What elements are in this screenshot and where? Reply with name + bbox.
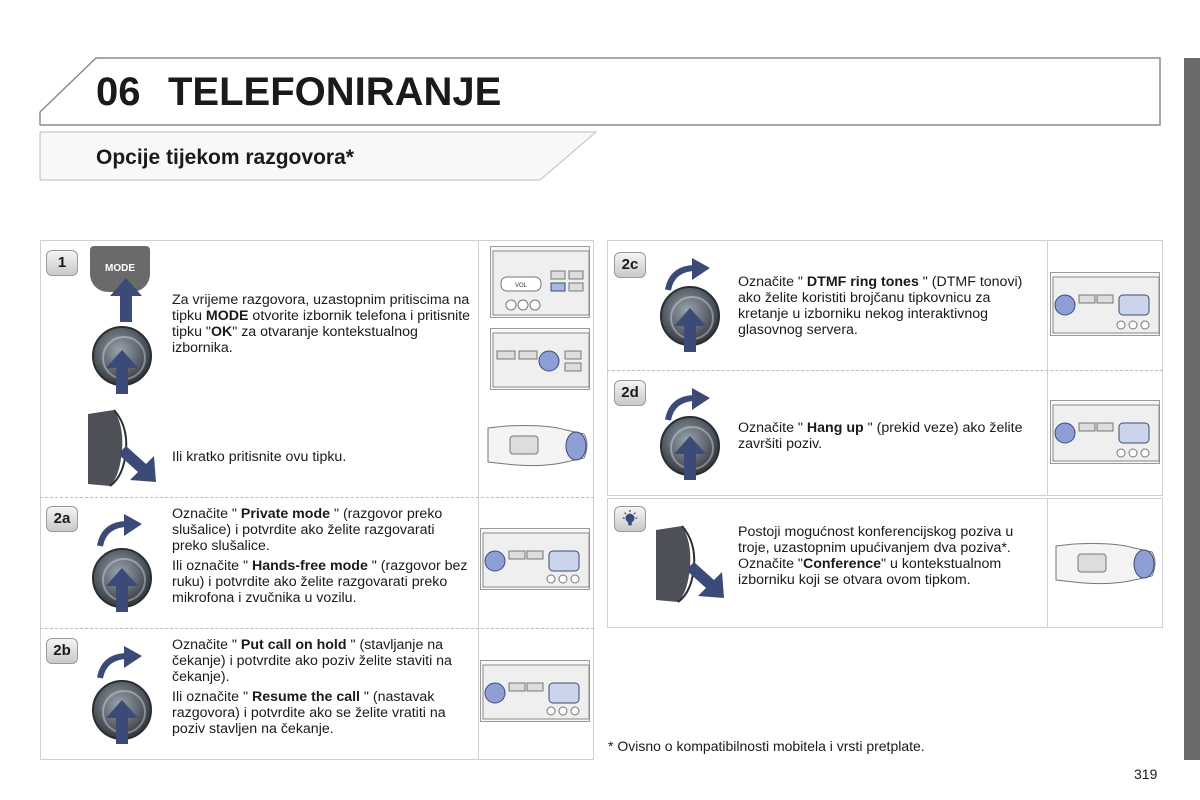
arrow-up-icon <box>104 568 140 612</box>
step-2b-text: Označite " Put call on hold " (stavljanje na čekanje) i potvrdite ako poziv želite staviti na čekanje). Ili označite " Resume the call " (nastavak razgovora) i potvrdite ako se želite vratiti na poziv stavljen na čekanje. <box>172 637 452 737</box>
svg-text:VOL: VOL <box>515 283 528 289</box>
step-1-text: Za vrijeme razgovora, uzastopnim pritiscima na tipku MODE otvorite izbornik telefona i pritisnite tipku "OK" za otvaranje kontekstualnog izbornika. <box>172 292 471 356</box>
step-2d-text: Označite " Hang up " (prekid veze) ako želite završiti poziv. <box>738 420 1023 452</box>
step-1-alt-text: Ili kratko pritisnite ovu tipku. <box>172 449 347 465</box>
arrow-up-icon <box>104 700 140 744</box>
step-badge-2c: 2c <box>614 252 646 278</box>
section-title: Opcije tijekom razgovora* <box>96 146 354 169</box>
step-badge-1: 1 <box>46 250 78 276</box>
tip-text: Postoji mogućnost konferencijskog poziva u troje, uzastopnim upućivanjem dva poziva*. Označite "Conference" u kontekstualnom izborniku koji se otvara ovom tipkom. <box>738 524 1014 588</box>
arrow-up-icon <box>672 308 708 352</box>
step-2c-text: Označite " DTMF ring tones " (DTMF tonovi) ako želite koristiti brojčanu tipkovnicu za kretanje u izborniku nekog interaktivnog glasovnog servera. <box>738 274 1023 338</box>
radio-panel-thumbnail <box>480 528 590 590</box>
chapter-side-bar <box>1184 58 1200 760</box>
footnote: * Ovisno o kompatibilnosti mobitela i vrsti pretplate. <box>608 738 925 754</box>
step-badge-2b: 2b <box>46 638 78 664</box>
stalk-thumbnail <box>1054 536 1158 588</box>
step-badge-2a: 2a <box>46 506 78 532</box>
step-2a-text: Označite " Private mode " (razgovor preko slušalice) i potvrdite ako želite razgovarati preko slušalice. Ili označite " Hands-free mode " (razgovor bez ruku) i potvrdite ako želite razgovarati preko mikrofona i zvučnika u vozilu. <box>172 506 468 606</box>
steering-stalk-button <box>652 522 726 604</box>
radio-panel-thumbnail <box>1050 400 1160 464</box>
arrow-up-icon <box>106 278 146 322</box>
radio-panel-thumbnail <box>480 660 590 722</box>
chapter-number: 06 <box>96 70 141 114</box>
radio-panel-thumbnail <box>490 328 590 390</box>
mode-key: MODE <box>90 246 150 292</box>
radio-panel-thumbnail <box>1050 272 1160 336</box>
radio-panel-thumbnail <box>490 246 590 318</box>
page-number: 319 <box>1134 766 1158 782</box>
tip-badge <box>614 506 646 532</box>
lightbulb-icon <box>621 510 639 528</box>
curved-arrow-icon <box>96 514 142 548</box>
curved-arrow-icon <box>96 646 142 680</box>
arrow-up-icon <box>672 436 708 480</box>
stalk-thumbnail <box>486 418 590 470</box>
steering-stalk-button <box>84 406 158 488</box>
arrow-up-icon <box>104 350 140 394</box>
step-badge-2d: 2d <box>614 380 646 406</box>
chapter-title: TELEFONIRANJE <box>168 70 502 114</box>
